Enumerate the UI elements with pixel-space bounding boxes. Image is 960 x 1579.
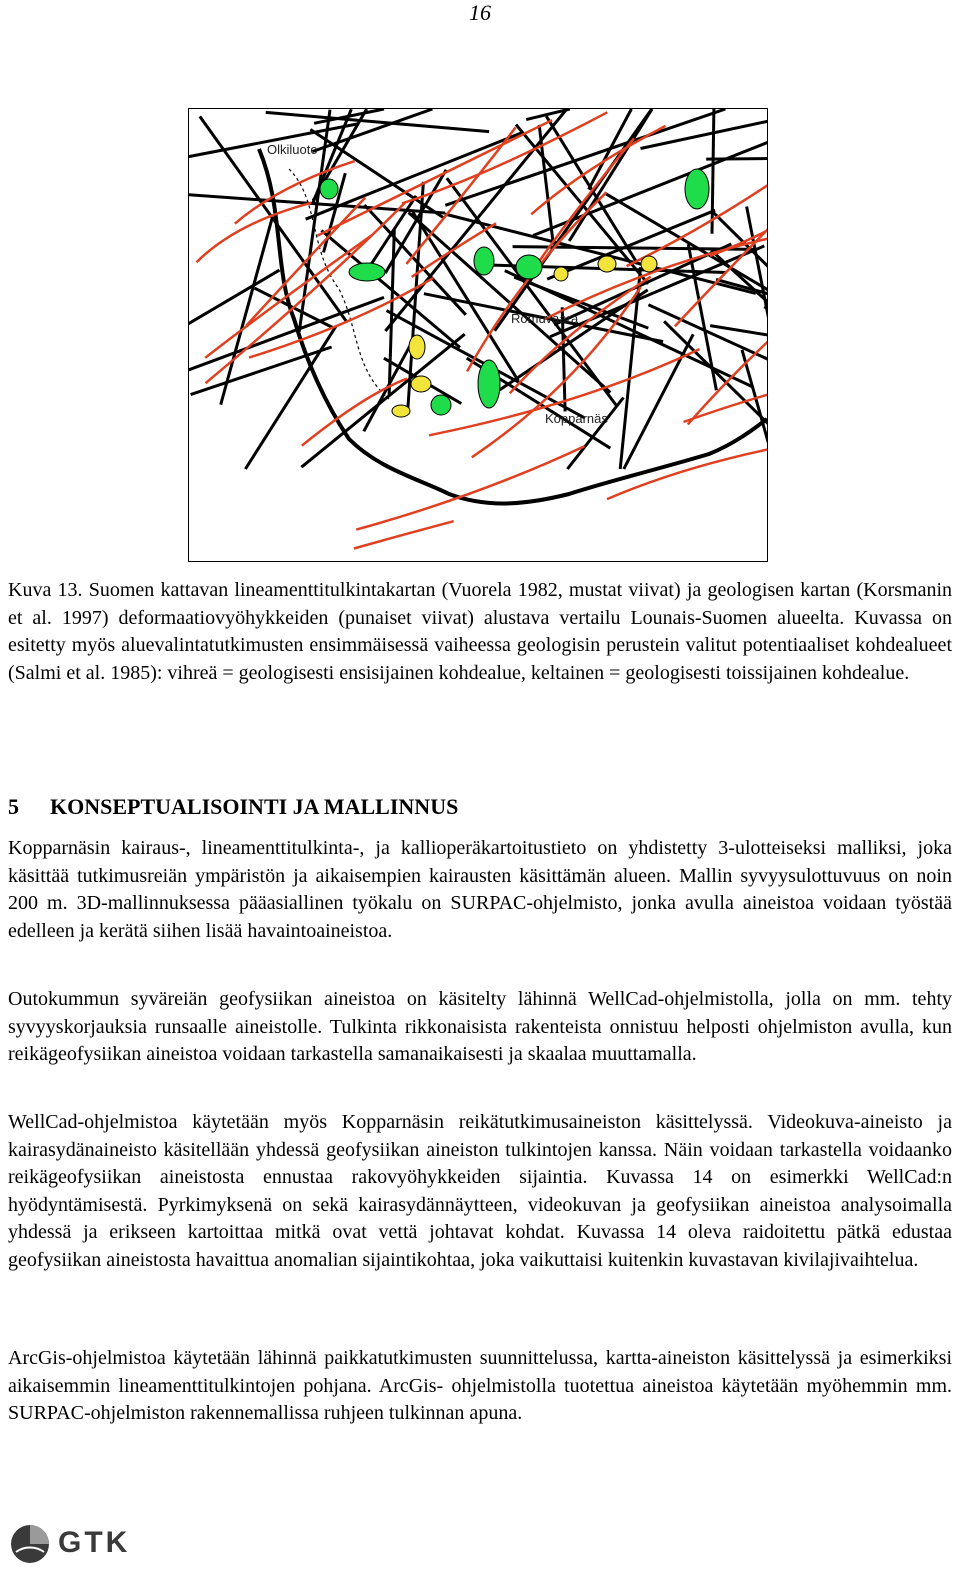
gtk-logo <box>10 1522 150 1566</box>
deformation-zone-line <box>607 434 767 499</box>
lineament-line <box>764 307 767 426</box>
lineament-line <box>624 334 693 469</box>
paragraph: ArcGis-ohjelmistoa käytetään lähinnä paikkatutkimusten suunnittelussa, kartta-aineiston käsittelyssä ja esimerkiksi aikaisemmin lineamenttitulkintojen pohjana. ArcGis- ohjelmistolla tuotettua aineistoa käytetään myöhemmin mm. SURPAC-ohjelmiston rakennemallissa ruhjeen tulkinnan apuna. <box>8 1347 952 1425</box>
figure-caption: Kuva 13. Suomen kattavan lineamenttitulkintakartan (Vuorela 1982, mustat viivat) ja geologisen kartan (Korsmanin et al. 1997) deformaatiovyöhykkeiden (punaiset viivat) alustava vertailu Lounais-Suomen alueelta. Kuvassa on esitetty myös aluevalintatutkimusten ensimmäisessä vaiheessa geologisin perustein valitut potentiaaliset kohdealueet (Salmi et al. 1985): vihreä = geologisesti ensisijainen kohdealue, keltainen = geologisesti toissijainen kohdealue. <box>8 579 952 684</box>
gtk-logo-icon <box>10 1522 54 1566</box>
deformation-zone-line <box>688 295 767 424</box>
target-area-primary <box>320 179 338 199</box>
map-label-olkiluoto: Olkiluoto <box>267 142 318 157</box>
lineament-map <box>189 109 767 561</box>
page-number: 16 <box>469 0 491 25</box>
deformation-zone-line <box>197 203 312 262</box>
deformation-zone-line <box>205 236 371 358</box>
section-title: KONSEPTUALISOINTI JA MALLINNUS <box>50 794 459 819</box>
map-label-kopparnas: Kopparnäs <box>545 411 608 426</box>
deformation-zone-line <box>249 278 433 358</box>
target-area-secondary <box>411 376 431 392</box>
target-area-primary <box>349 263 385 281</box>
lineament-line <box>385 109 566 331</box>
deformation-zone-line <box>710 170 767 256</box>
lineament-line <box>550 246 764 337</box>
logo-text: GTK <box>58 1526 131 1559</box>
deformation-zone-line <box>246 198 365 326</box>
lineament-line <box>567 398 623 470</box>
map-label-romuvaara: Romuvaara <box>511 311 579 326</box>
lineament-line <box>245 326 336 469</box>
target-area-secondary <box>409 335 425 359</box>
target-area-primary <box>516 255 542 279</box>
target-area-primary <box>474 247 494 275</box>
lineament-lines <box>189 109 767 469</box>
lineament-line <box>712 109 714 234</box>
lineament-line <box>706 156 767 159</box>
lineament-map-figure <box>188 108 768 562</box>
target-area-secondary <box>598 256 616 272</box>
lineament-line <box>533 120 767 236</box>
lineament-line <box>620 267 640 469</box>
target-area-primary <box>685 169 709 209</box>
paragraph: WellCad-ohjelmistoa käytetään myös Kopparnäsin reikätutkimusaineiston käsittelyssä. Videokuva-aineisto ja kairasydänaineisto käsitellään yhdessä geofysiikan aineiston tulkintojen kanssa. Näin voidaan tarkastella voidaanko reikägeofysiikan aineistosta ennustaa rakovyöhykkeiden sijaintia. Kuvassa 14 on esimerkki WellCad:n hyödyntämisestä. Pyrkimyksenä on sekä kairasydännäytteen, videokuvan ja geofysiikan aineistoa analysoimalla yhdessä ja erikseen kartoittaa mitkä ovat vettä johtavat kohdat. Kuvassa 14 oleva raidoitettu pätkä edustaa geofysiikan aineistosta havaittua anomalian sijaintikohtaa, joka vaikuttaisi kuitenkin kuvastavan kivilajivaihtelua. <box>8 1111 952 1271</box>
deformation-zone-line <box>302 379 407 446</box>
section-number: 5 <box>8 794 19 819</box>
target-area-primary <box>478 360 500 408</box>
target-area-secondary <box>554 267 568 281</box>
deformation-zone-line <box>356 446 584 529</box>
target-area-primary <box>431 395 451 415</box>
paragraph: Outokummun syväreiän geofysiikan aineistoa on käsitelty lähinnä WellCad-ohjelmistolla, jolla on mm. tehty syvyyskorjauksia runsaalle aineistolle. Tulkinta rikkonaisista rakenteista onnistuu helposti ohjelmiston avulla, kun reikägeofysiikan aineistoa voidaan tarkastella samanaikaisesti ja skaalaa muuttamalla. <box>8 988 952 1066</box>
paragraph: Kopparnäsin kairaus-, lineamenttitulkinta-, ja kallioperäkartoitustieto on yhdistetty 3-ulotteiseksi malliksi, joka käsittää tutkimusreiän ympäristön ja aikaisempien kairausten käsittämän alueen. Mallin syvyysulottuvuus on noin 200 m. 3D-mallinnuksessa pääasiallinen työkalu on SURPAC-ohjelmisto, jonka avulla aineistoa voidaan työstää edelleen ja kerätä siihen lisää havaintoaineistoa. <box>8 837 952 942</box>
section-heading <box>8 793 458 821</box>
target-area-secondary <box>641 256 657 272</box>
target-area-secondary <box>392 405 410 417</box>
